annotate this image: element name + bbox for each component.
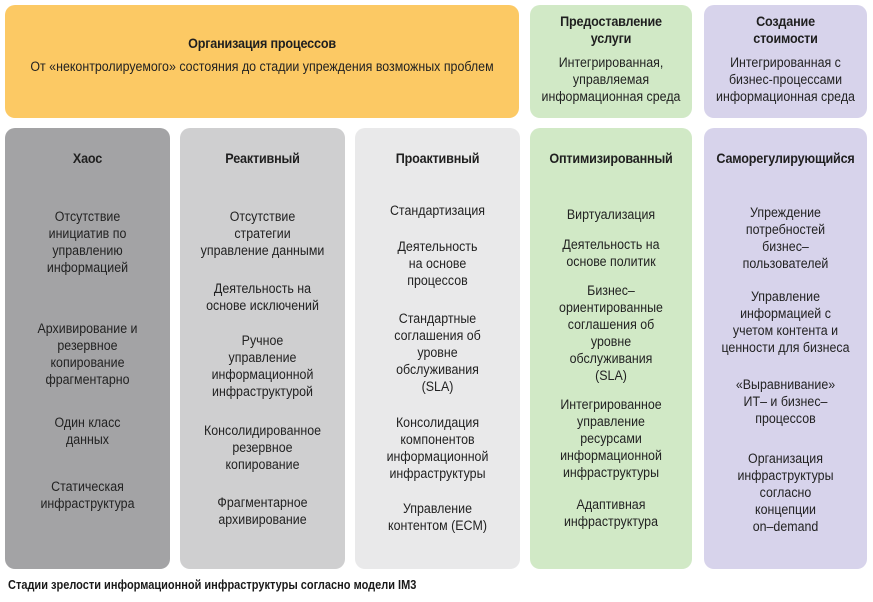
stage-item-line: инфраструктура [40,496,135,511]
stage-item [355,500,520,534]
header-process-organization-text: От «неконтролируемого» состояния до стадии упреждения возможных проблем [30,59,494,74]
header-service-text-line1: Интегрированная, [558,55,664,70]
stage-title-optimized: Оптимизированный [549,150,673,166]
stage-item-line: потребностей [745,222,826,237]
stage-item-line: Деятельность на [213,281,312,296]
stage-item-line: уровне [590,334,632,349]
stage-item-line: инфраструктурой [212,384,313,399]
header-process-organization [5,5,519,118]
stage-item [180,494,345,528]
stage-item-line: инициатив по [48,226,127,241]
stage-item-line: ИТ– и бизнес– [743,394,828,409]
stage-item [355,238,520,289]
stage-item [355,202,520,219]
stage-item-line: стратегии [234,226,291,241]
stage-column-reactive [180,128,345,569]
stage-item [530,496,692,530]
stage-item-line: Ручное [241,333,284,348]
stage-item-line: «Выравнивание» [735,377,836,392]
stage-item-line: Консолидированное [203,423,322,438]
stage-item-line: Отсутствие [54,209,121,224]
stage-item-line: обслуживания [569,351,653,366]
stage-item-line: копирование [225,457,300,472]
stage-item-line: Деятельность [397,239,478,254]
stage-item-line: информационной [386,449,489,464]
stage-item-line: управление данными [200,243,325,258]
stage-item [355,414,520,482]
stage-item-line: копирование [50,355,125,370]
stage-item-line: Управление [750,289,821,304]
stage-item-line: архивирование [218,512,307,527]
stage-item-line: концепции [755,502,816,517]
stage-item-line: данных [65,432,110,447]
stage-item-line: информацией с [740,306,831,321]
stage-item-line: Фрагментарное [217,495,308,510]
stage-item [530,282,692,384]
stage-item [704,376,867,427]
stage-item-line: информационной [211,367,314,382]
stage-item-line: процессов [755,411,816,426]
header-value-text-line3: информационная среда [716,89,855,104]
stage-item-line: бизнес– [762,239,809,254]
stage-item-line: учетом контента и [732,323,839,338]
stage-item-line: согласно [759,485,812,500]
stage-item [530,396,692,481]
stage-item-line: Управление [402,501,473,516]
stage-item-line: резервное [57,338,118,353]
stage-item-line: инфраструктуры [737,468,834,483]
stage-item-line: (SLA) [595,368,627,383]
stage-item-line: контентом (ECM) [388,518,487,533]
stage-item [180,280,345,314]
stage-item-line: Архивирование и [37,321,138,336]
stage-item [704,450,867,535]
stage-title-proactive: Проактивный [395,150,480,166]
stage-item [530,236,692,270]
stage-item-line: на основе [408,256,467,271]
stage-item-line: Отсутствие [229,209,296,224]
stage-item-line: (SLA) [421,379,454,394]
stage-item-line: ресурсами [580,431,642,446]
stage-item-line: Консолидация [395,415,480,430]
header-value-text-line1: Интегрированная с [730,55,841,70]
stage-item [355,310,520,395]
stage-item-line: управлению [52,243,123,258]
stage-item-line: Один класс [54,415,121,430]
stage-item-line: ценности для бизнеса [721,340,850,355]
stage-title-reactive: Реактивный [225,150,300,166]
stage-item-line: уровне [417,345,458,360]
header-value-creation [704,5,867,118]
stage-column-self-regulating [704,128,867,569]
header-value-title-line2: стоимости [753,30,818,46]
stage-item-line: Бизнес– [587,283,635,298]
stage-item-line: информацией [46,260,129,275]
stage-item-line: инфраструктуры [389,466,486,481]
figure-caption: Стадии зрелости информационной инфраструктуры согласно модели IM3 [8,578,417,592]
stage-item [180,422,345,473]
header-service-text-line2: управляемая [572,72,650,87]
stage-item-line: управление [577,414,645,429]
stage-column-optimized [530,128,692,569]
stage-item-line: Организация [748,451,823,466]
stage-item-line: Деятельность на [562,237,660,252]
stage-item [704,288,867,356]
header-process-organization-title: Организация процессов [188,35,336,51]
stage-item-line: ориентированные [559,300,663,315]
stage-item-line: фрагментарно [45,372,130,387]
stage-item [5,320,170,388]
stage-item-line: инфраструктуры [562,465,660,480]
stage-item-line: Адаптивная [576,497,646,512]
stage-item-line: основе исключений [206,298,319,313]
stage-item [704,204,867,272]
stage-item-line: резервное [232,440,293,455]
stage-item [180,208,345,259]
header-service-title-line2: услуги [590,30,632,46]
stage-item-line: Стандартные [398,311,477,326]
stage-item [180,332,345,400]
header-service-delivery [530,5,692,118]
stage-item-line: соглашения об [567,317,655,332]
stage-item-line: Интегрированное [560,397,662,412]
header-value-text-line2: бизнес-процессами [728,72,843,87]
stage-item [530,206,692,223]
stage-item-line: соглашения об [394,328,481,343]
header-service-title-line1: Предоставление [560,13,662,29]
stage-item-line: Виртуализация [566,207,656,222]
stage-item-line: управление [228,350,297,365]
stage-item [5,208,170,276]
stage-column-chaos [5,128,170,569]
stage-item-line: Статическая [51,479,124,494]
stage-title-self-regulating: Саморегулирующийся [716,150,855,166]
header-service-text-line3: информационная среда [541,89,681,104]
header-value-title-line1: Создание [756,13,815,29]
stage-item-line: процессов [407,273,468,288]
stage-item-line: инфраструктура [563,514,658,529]
stage-item-line: обслуживания [396,362,479,377]
stage-item-line: основе политик [566,254,656,269]
stage-item [5,478,170,512]
stage-item-line: компонентов [400,432,475,447]
stage-item-line: Упреждение [750,205,821,220]
stage-item-line: пользователей [742,256,829,271]
stage-column-proactive [355,128,520,569]
stage-title-chaos: Хаос [72,150,103,166]
stage-item-line: Стандартизация [389,203,486,218]
stage-item [5,414,170,448]
stage-item-line: on–demand [752,519,819,534]
stage-item-line: информационной [560,448,662,463]
